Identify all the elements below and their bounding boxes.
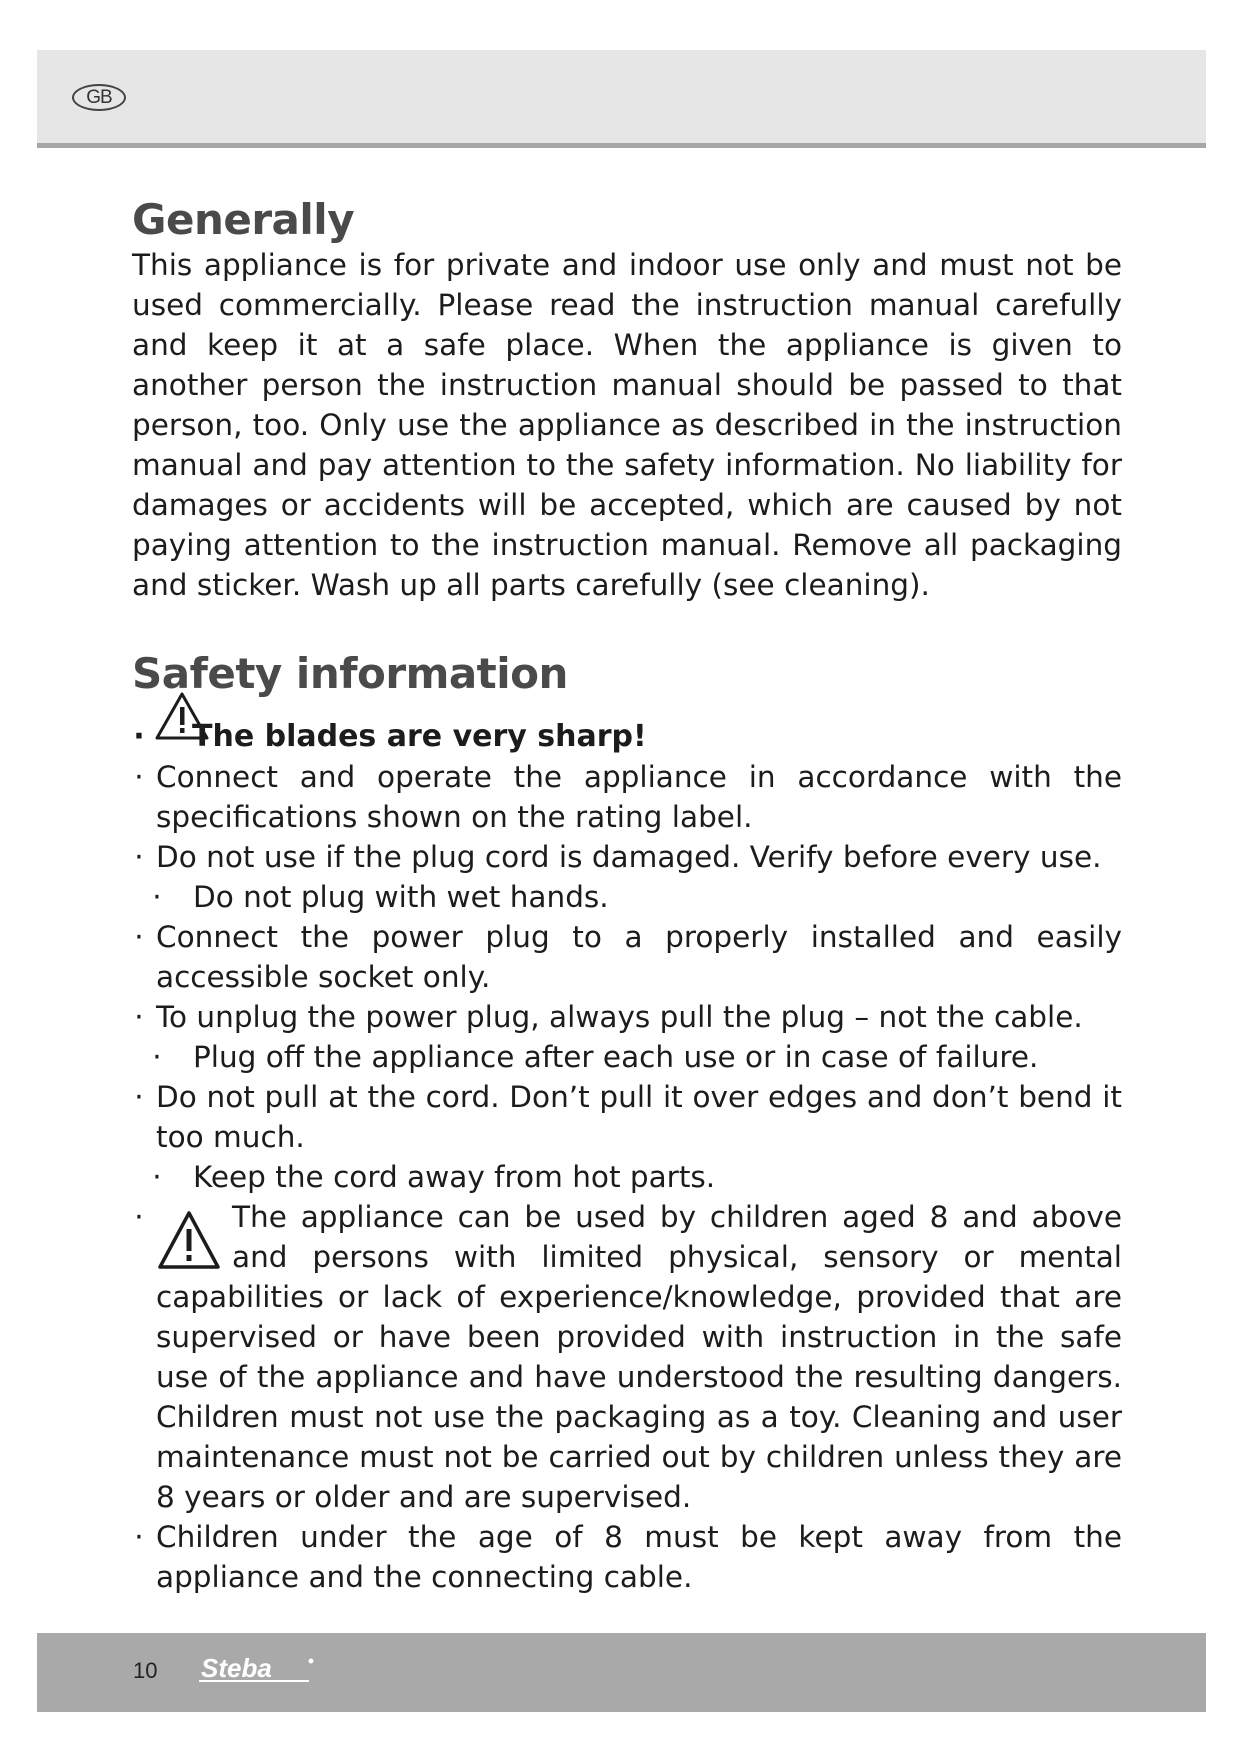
bullet: · [134, 1520, 144, 1554]
bullet: · [134, 920, 144, 954]
bullet: · [134, 1080, 144, 1114]
list-item [132, 837, 1122, 877]
bullet: · [152, 1160, 162, 1194]
steba-logo-icon [197, 1653, 317, 1687]
bullet: · [134, 1000, 144, 1034]
list-item [132, 877, 1122, 917]
page-header [37, 50, 1206, 148]
bullet: · [134, 1200, 144, 1234]
list-item [132, 1077, 1122, 1157]
list-item-text: Do not pull at the cord. Don’t pull it over edges and don’t bend it too much. [156, 1080, 1122, 1154]
list-item [132, 997, 1122, 1037]
generally-title: Generally [132, 195, 355, 244]
warning-triangle-icon [154, 691, 210, 741]
bullet: · [152, 1040, 162, 1074]
generally-body: This appliance is for private and indoor use only and must not be used commercially. Please read the instruction manual carefully and keep it at a safe place. When the appliance is given to another person the instruction manual should be passed to that person, too. Only use the appliance as described in the instruction manual and pay attention to the safety information. No liability for damages or accidents will be accepted, which are caused by not paying attention to the instruction manual. Remove all packaging and sticker. Wash up all parts carefully (see cleaning). [132, 248, 1122, 602]
brand-name: Steba [201, 1653, 272, 1683]
page-footer [37, 1633, 1206, 1712]
list-item-text: Connect and operate the appliance in accordance with the specifications shown on the rating label. [156, 760, 1122, 834]
list-item [132, 1517, 1122, 1597]
bullet: · [152, 880, 162, 914]
list-item [132, 757, 1122, 837]
list-item-text: To unplug the power plug, always pull the plug – not the cable. [156, 1000, 1083, 1034]
list-item [132, 917, 1122, 997]
safety-title: Safety information [132, 649, 568, 698]
list-item-text: Do not use if the plug cord is damaged. Verify before every use. [156, 840, 1102, 874]
list-item-text: Children under the age of 8 must be kept away from the appliance and the connecting cable. [156, 1520, 1122, 1594]
page-number: 10 [133, 1658, 158, 1683]
warning-text: The blades are very sharp! [192, 719, 647, 754]
page-content [132, 195, 1122, 1597]
safety-list [132, 717, 1122, 1597]
list-item [132, 1197, 1122, 1517]
bullet: · [133, 719, 145, 754]
list-item-text: Plug off the appliance after each use or in case of failure. [193, 1040, 1039, 1074]
bullet: · [134, 840, 144, 874]
list-item [132, 1157, 1122, 1197]
safety-section [132, 649, 1122, 1597]
list-item-text: Connect the power plug to a properly installed and easily accessible socket only. [156, 920, 1122, 994]
generally-section [132, 195, 1122, 605]
bullet: · [134, 760, 144, 794]
warning-triangle-icon [156, 1209, 222, 1271]
list-item-text: Keep the cord away from hot parts. [193, 1160, 716, 1194]
list-item-text: The appliance can be used by children aged 8 and above and persons with limited physical, sensory or mental capabilities or lack of experience/knowledge, provided that are supervised or have been provided with instruction in the safe use of the appliance and have understood the resulting dangers. Children must not use the packaging as a toy. Cleaning and user maintenance must not be carried out by children unless they are 8 years or older and are supervised. [156, 1200, 1122, 1514]
language-badge: GB [72, 84, 126, 111]
list-item [132, 1037, 1122, 1077]
list-item-text: Do not plug with wet hands. [193, 880, 609, 914]
list-item-warning [132, 717, 1122, 757]
